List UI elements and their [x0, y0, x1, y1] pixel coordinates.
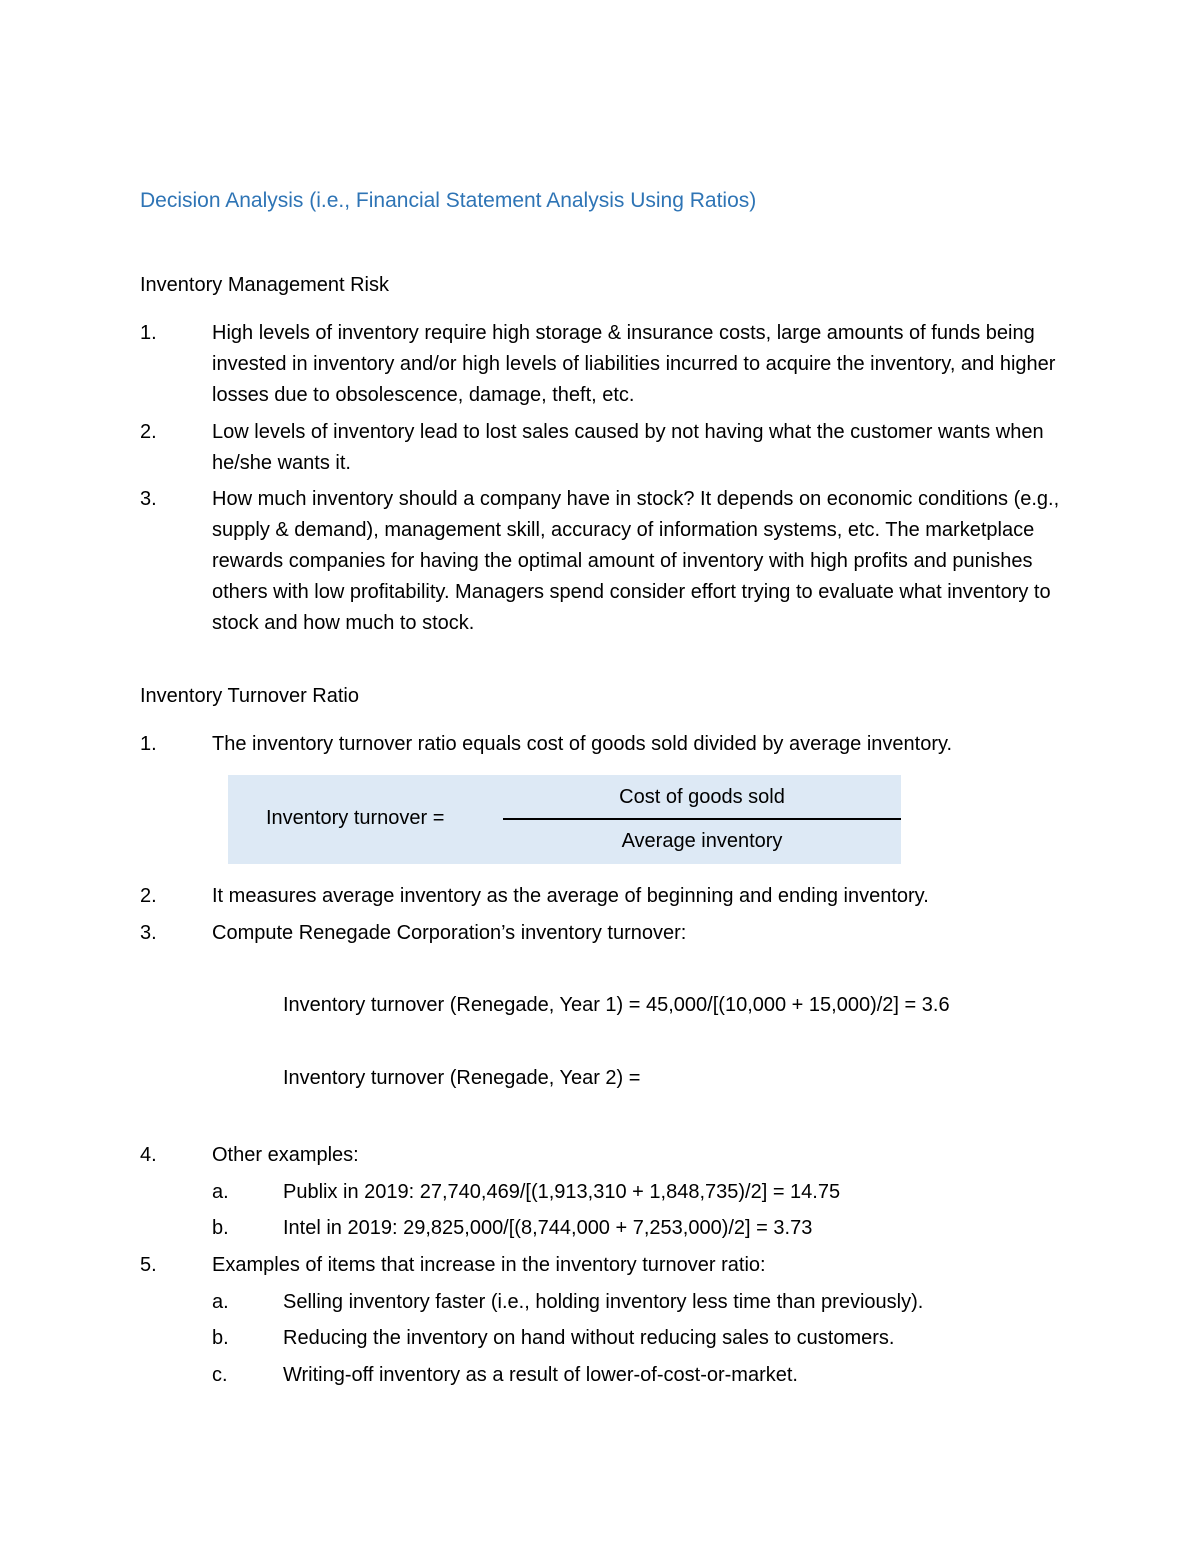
- inventory-turnover-formula: [228, 775, 901, 864]
- list-number: 4.: [140, 1144, 157, 1166]
- section-heading-inventory-turnover-ratio: Inventory Turnover Ratio: [140, 685, 359, 707]
- sub-list-letter: b.: [212, 1327, 229, 1349]
- list-text: High levels of inventory require high storage & insurance costs, large amounts of funds being invested in inventory and/or high levels of liabilities incurred to acquire the inventory, and higher losses due to obsolescence, damage, theft, etc.: [212, 322, 1056, 406]
- list-number: 1.: [140, 733, 157, 755]
- sub-list-letter: c.: [212, 1364, 228, 1386]
- section-heading-inventory-management-risk: Inventory Management Risk: [140, 274, 390, 296]
- list-number: 2.: [140, 421, 157, 443]
- list-text: The inventory turnover ratio equals cost of goods sold divided by average inventory.: [212, 733, 953, 755]
- sub-list-letter: a.: [212, 1291, 229, 1313]
- formula-denominator: Average inventory: [621, 830, 783, 852]
- document-title: Decision Analysis (i.e., Financial Statement Analysis Using Ratios): [140, 189, 757, 212]
- list-number: 2.: [140, 885, 157, 907]
- sub-list-text: Publix in 2019: 27,740,469/[(1,913,310 + 1,848,735)/2] = 14.75: [283, 1181, 841, 1203]
- list-number: 3.: [140, 488, 157, 510]
- list-number: 5.: [140, 1254, 157, 1276]
- calc-year-2: Inventory turnover (Renegade, Year 2) =: [283, 1067, 641, 1089]
- sub-list-text: Selling inventory faster (i.e., holding inventory less time than previously).: [283, 1291, 924, 1313]
- list-text: It measures average inventory as the average of beginning and ending inventory.: [212, 885, 929, 907]
- list-text: How much inventory should a company have in stock? It depends on economic conditions (e.g., supply & demand), management skill, accuracy of information systems, etc. The marketplace rewards companies for having the optimal amount of inventory with high profits and punishes others with low profitability. Managers spend consider effort trying to evaluate what inventory to stock and how much to stock.: [212, 488, 1060, 634]
- sub-list-letter: a.: [212, 1181, 229, 1203]
- formula-lhs: Inventory turnover =: [266, 807, 445, 829]
- list-text: Other examples:: [212, 1144, 359, 1166]
- list-number: 3.: [140, 922, 157, 944]
- sub-list-letter: b.: [212, 1217, 229, 1239]
- sub-list-text: Reducing the inventory on hand without reducing sales to customers.: [283, 1327, 895, 1349]
- sub-list-text: Writing-off inventory as a result of lower-of-cost-or-market.: [283, 1364, 798, 1386]
- list-text: Low levels of inventory lead to lost sales caused by not having what the customer wants when he/she wants it.: [212, 421, 1044, 474]
- list-text: Examples of items that increase in the inventory turnover ratio:: [212, 1254, 766, 1276]
- list-text: Compute Renegade Corporation’s inventory turnover:: [212, 922, 687, 944]
- list-number: 1.: [140, 322, 157, 344]
- calc-year-1: Inventory turnover (Renegade, Year 1) = 45,000/[(10,000 + 15,000)/2] = 3.6: [283, 994, 950, 1016]
- sub-list-text: Intel in 2019: 29,825,000/[(8,744,000 + 7,253,000)/2] = 3.73: [283, 1217, 813, 1239]
- fraction-bar: [503, 818, 901, 820]
- formula-numerator: Cost of goods sold: [619, 786, 785, 808]
